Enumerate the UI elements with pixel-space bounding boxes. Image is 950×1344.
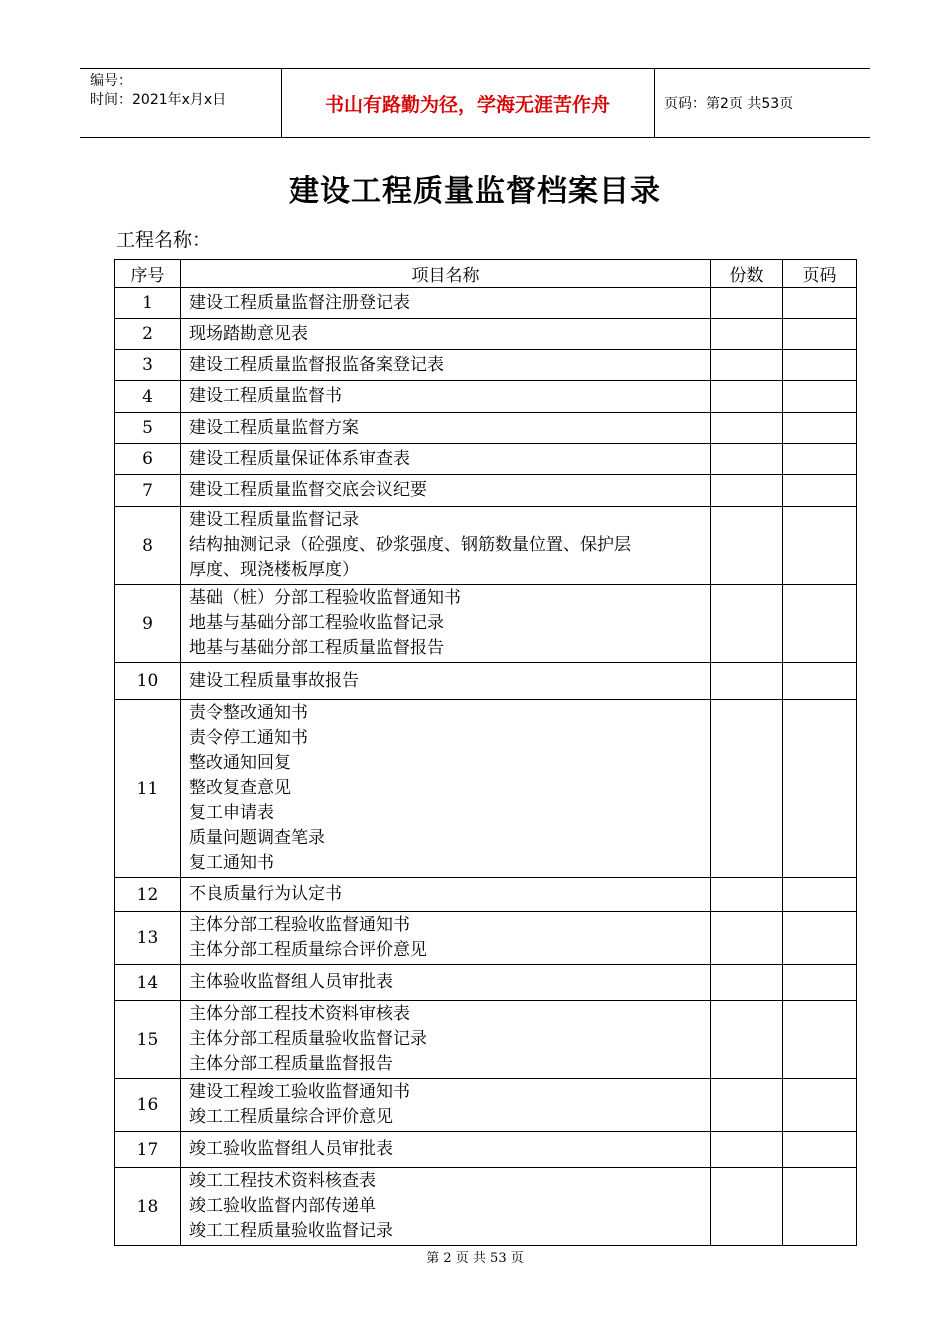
item-name: 建设工程质量监督书 [189,386,342,406]
item-name: 现场踏勘意见表 [189,323,308,344]
item-name: 主体分部工程质量验收监督记录 [189,1029,427,1049]
item-name-cell [181,475,711,507]
item-name: 建设工程质量监督交底会议纪要 [189,480,427,500]
item-name-cell [181,1079,711,1132]
table-row [115,1132,857,1168]
table-row [115,1168,857,1246]
table-row [115,350,857,381]
item-name: 地基与基础分部工程验收监督记录 [189,613,444,633]
copies-cell [711,663,783,700]
row-number: 6 [115,444,181,475]
item-name: 竣工工程质量综合评价意见 [189,1107,393,1127]
row-number: 3 [115,350,181,381]
copies-cell [711,965,783,1001]
table-row [115,288,857,319]
page-cell [783,381,857,413]
item-name: 主体验收监督组人员审批表 [189,972,393,992]
table-row [115,1001,857,1079]
row-number: 1 [115,288,181,319]
copies-cell [711,350,783,381]
item-name-cell [181,381,711,413]
item-name: 主体分部工程验收监督通知书 [189,915,410,935]
page-cell [783,663,857,700]
item-name: 建设工程质量监督注册登记表 [189,292,410,313]
copies-cell [711,381,783,413]
row-number: 4 [115,381,181,413]
copies-cell [711,912,783,965]
item-name-cell [181,507,711,585]
item-name: 竣工验收监督组人员审批表 [189,1139,393,1159]
item-name: 竣工验收监督内部传递单 [189,1196,376,1216]
catalog-table [114,259,857,1246]
item-name: 整改复查意见 [189,778,291,798]
item-name-cell [181,912,711,965]
header-page-label: 页码：第2页 共53页 [664,96,794,112]
copies-cell [711,1001,783,1079]
header-meta [90,72,226,110]
copies-cell [711,1079,783,1132]
copies-cell [711,319,783,350]
number-label: 编号： [90,73,132,89]
page-cell [783,1001,857,1079]
row-number: 7 [115,475,181,507]
page-cell [783,1132,857,1168]
item-name-cell [181,350,711,381]
item-name-cell [181,663,711,700]
page-cell [783,319,857,350]
table-row [115,965,857,1001]
row-number: 13 [115,912,181,965]
item-name: 建设工程竣工验收监督通知书 [189,1082,410,1102]
page-cell [783,475,857,507]
item-name: 主体分部工程技术资料审核表 [189,1004,410,1024]
copies-cell [711,288,783,319]
item-name: 建设工程质量保证体系审查表 [189,448,410,469]
table-row [115,381,857,413]
item-name-cell [181,288,711,319]
item-name: 建设工程质量监督记录 [189,510,359,530]
copies-cell [711,475,783,507]
header-no: 序号 [115,260,181,288]
row-number: 15 [115,1001,181,1079]
page-cell [783,350,857,381]
row-number: 8 [115,507,181,585]
header-copies: 份数 [711,260,783,288]
item-name: 竣工工程质量验收监督记录 [189,1221,393,1241]
item-name: 地基与基础分部工程质量监督报告 [189,638,444,658]
page-cell [783,507,857,585]
page-cell [783,912,857,965]
copies-cell [711,878,783,912]
table-row [115,912,857,965]
table-body [115,288,857,1246]
item-name: 不良质量行为认定书 [189,884,342,904]
item-name-cell [181,585,711,663]
copies-cell [711,585,783,663]
item-name: 结构抽测记录（砼强度、砂浆强度、钢筋数量位置、保护层 [189,535,631,555]
page-cell [783,700,857,878]
item-name-cell [181,319,711,350]
item-name: 基础（桩）分部工程验收监督通知书 [189,588,461,608]
header-item-name: 项目名称 [181,260,711,288]
header-divider [654,69,655,137]
page-cell [783,965,857,1001]
item-name: 责令整改通知书 [189,703,308,723]
item-name: 复工申请表 [189,803,274,823]
row-number: 2 [115,319,181,350]
item-name: 建设工程质量监督报监备案登记表 [189,354,444,375]
copies-cell [711,1132,783,1168]
copies-cell [711,700,783,878]
copies-cell [711,413,783,444]
page-cell [783,413,857,444]
page-cell [783,288,857,319]
header-page: 页码 [783,260,857,288]
copies-cell [711,1168,783,1246]
table-row [115,444,857,475]
copies-cell [711,507,783,585]
header-slogan: 书山有路勤为径，学海无涯苦作舟 [324,93,610,116]
item-name-cell [181,965,711,1001]
item-name: 厚度、现浇楼板厚度） [189,560,359,580]
table-row [115,475,857,507]
table-row [115,878,857,912]
row-number: 10 [115,663,181,700]
row-number: 16 [115,1079,181,1132]
item-name: 复工通知书 [189,853,274,873]
item-name: 建设工程质量监督方案 [189,417,359,438]
item-name-cell [181,1132,711,1168]
row-number: 18 [115,1168,181,1246]
page-header [80,68,870,138]
project-name-label: 工程名称： [116,229,212,251]
table-row [115,700,857,878]
item-name: 主体分部工程质量综合评价意见 [189,940,427,960]
page-title: 建设工程质量监督档案目录 [289,174,661,209]
table-row [115,585,857,663]
table-row [115,507,857,585]
item-name-cell [181,1168,711,1246]
row-number: 14 [115,965,181,1001]
item-name-cell [181,444,711,475]
table-row [115,663,857,700]
item-name: 责令停工通知书 [189,728,308,748]
item-name-cell [181,700,711,878]
table-row [115,319,857,350]
page-cell [783,444,857,475]
table-row [115,1079,857,1132]
row-number: 9 [115,585,181,663]
item-name: 主体分部工程质量监督报告 [189,1054,393,1074]
item-name-cell [181,413,711,444]
item-name-cell [181,878,711,912]
copies-cell [711,444,783,475]
page-cell [783,1079,857,1132]
item-name-cell [181,1001,711,1079]
row-number: 5 [115,413,181,444]
time-label: 时间：2021年x月x日 [90,92,227,108]
row-number: 17 [115,1132,181,1168]
item-name: 整改通知回复 [189,753,291,773]
table-header-row [115,260,857,288]
item-name: 竣工工程技术资料核查表 [189,1171,376,1191]
row-number: 11 [115,700,181,878]
item-name: 质量问题调查笔录 [189,828,325,848]
item-name: 建设工程质量事故报告 [189,670,359,691]
page-cell [783,585,857,663]
page-cell [783,878,857,912]
page-footer: 第 2 页 共 53 页 [426,1251,524,1266]
row-number: 12 [115,878,181,912]
page-cell [783,1168,857,1246]
table-row [115,413,857,444]
